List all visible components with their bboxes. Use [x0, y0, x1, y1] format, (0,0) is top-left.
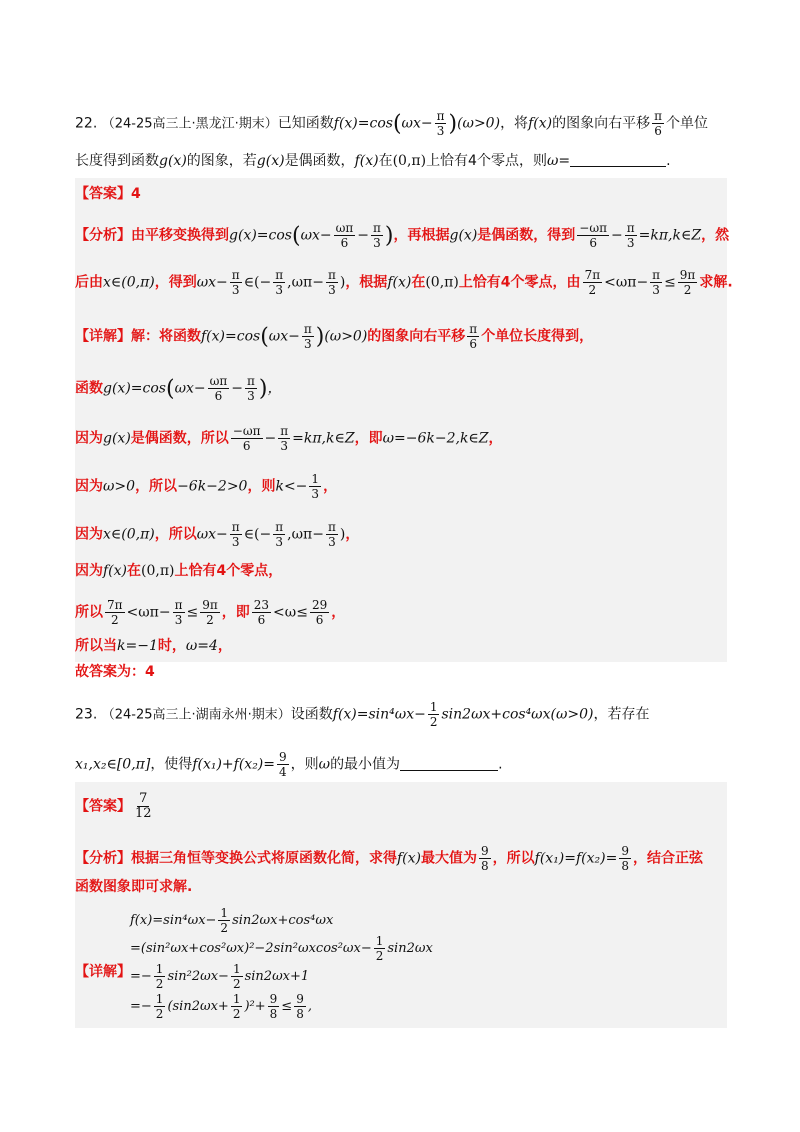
- q22-answer-box: [75, 178, 730, 662]
- q23-answer-value: $\frac{7}{12}$: [135, 791, 152, 821]
- q23-calc-line2: =(sin²ωx+cos²ωx)²−2sin²ωxcos²ωx− $\frac{1}{2}$ sin2ωx: [130, 934, 433, 963]
- q22-text: 的图象，若: [186, 153, 257, 169]
- q23-calc-line1: f(x)=sin⁴ωx− $\frac{1}{2}$ sin2ωx+cos⁴ωx: [130, 906, 334, 935]
- q22-analysis-line1: 【分析】由平移变换得到g(x)=cos(ωx− $\frac{\omega\pi}{6}$ − $\frac{\pi}{3}$ )，再根据g(x)是偶函数，得到 $\frac{-\omega\pi}{6}$ − $\frac{\pi}{3}$ =kπ,k∈Z，然: [75, 221, 730, 250]
- q22-condition: (ω>0): [457, 115, 501, 132]
- q23-answer: 【答案】 $\frac{7}{12}$: [75, 791, 152, 821]
- q22-answer: 【答案】4: [75, 186, 141, 202]
- q22-text: 已知函数: [277, 115, 334, 132]
- q22-detail-line3: 因为g(x)是偶函数，所以 $\frac{-\omega\pi}{6}$ − $\frac{\pi}{3}$ =kπ,k∈Z，即ω=−6k−2,k∈Z，: [75, 424, 503, 453]
- q22-detail-line6: 因为f(x)在(0,π)上恰有4个零点，: [75, 563, 283, 579]
- paren: (: [392, 111, 402, 137]
- q22-detail-line2: 函数g(x)=cos(ωx− $\frac{\omega\pi}{6}$ − $\frac{\pi}{3}$ )，: [75, 374, 282, 403]
- q23-analysis-line2: 函数图象即可求解.: [75, 879, 193, 895]
- q23-line1: 23. （24-25高三上·湖南永州·期末）设函数f(x)=sin⁴ωx− $\frac{1}{2}$ sin2ωx+cos⁴ωx(ω>0)，若存在: [75, 700, 650, 729]
- q22-interval: (0,π): [392, 153, 427, 169]
- q22-detail-line5: 因为x∈(0,π)，所以ωx− $\frac{\pi}{3}$ ∈(− $\frac{\pi}{3}$ ,ωπ− $\frac{\pi}{3}$ )，: [75, 520, 360, 549]
- q22-text: ，将: [500, 115, 529, 132]
- q23-source: （24-25高三上·湖南永州·期末）: [101, 707, 291, 723]
- q22-detail-line7: 所以 $\frac{7\pi}{2}$ <ωπ− $\frac{\pi}{3}$ ≤ $\frac{9\pi}{2}$ ，即 $\frac{23}{6}$ <ω≤ $\frac{29}{6}$ ，: [75, 598, 346, 627]
- q23-answer-blank: [400, 756, 498, 771]
- q22-text: 的图象向右平移: [552, 115, 651, 132]
- q23-detail-label: 【详解】: [75, 964, 131, 980]
- q22-fx: f(x): [528, 115, 553, 132]
- q22-text: 个单位: [665, 115, 708, 132]
- q22-answer-blank: [570, 152, 666, 167]
- q22-gx: g(x): [256, 153, 285, 169]
- fraction-pi-6: $\frac{\pi}{6}$: [654, 109, 662, 138]
- q22-formula: ωx−: [401, 115, 433, 132]
- q22-gx: g(x): [159, 153, 187, 169]
- q22-text: 上恰有4个零点，则: [426, 153, 547, 169]
- q22-detail-line4: 因为ω>0，所以−6k−2>0，则k<− $\frac{1}{3}$ ，: [75, 472, 338, 501]
- q22-text: 长度得到函数: [75, 153, 159, 169]
- fraction-pi-3: $\frac{\pi}{3}$: [436, 109, 445, 138]
- q22-text: 是偶函数，: [284, 153, 355, 169]
- q23-calc-line3: =− $\frac{1}{2}$ sin²2ωx− $\frac{1}{2}$ sin2ωx+1: [130, 962, 310, 991]
- q23-calc-line4: =− $\frac{1}{2}$ (sin2ωx+ $\frac{1}{2}$ )²+ $\frac{9}{8}$ ≤ $\frac{9}{8}$ ,: [130, 992, 312, 1021]
- q22-final-answer: 故答案为：4: [75, 664, 155, 680]
- q22-analysis-line2: 后由x∈(0,π)，得到ωx− $\frac{\pi}{3}$ ∈(− $\frac{\pi}{3}$ ,ωπ− $\frac{\pi}{3}$ )，根据f(x)在(0,π)上恰有4个零点，由 $\frac{7\pi}{2}$ <ωπ− $\frac{\pi}{3}$ ≤ $\frac{9\pi}{2}$ 求解.: [75, 268, 733, 297]
- paren: ): [448, 111, 458, 137]
- q22-end: .: [666, 153, 671, 169]
- q22-text: 在: [378, 153, 393, 169]
- q23-number: 23.: [75, 706, 98, 723]
- q23-analysis-line1: 【分析】根据三角恒等变换公式将原函数化简，求得f(x)最大值为 $\frac{9}{8}$ ，所以f(x₁)=f(x₂)= $\frac{9}{8}$ ，结合正弦: [75, 844, 703, 873]
- q22-detail-line8: 所以当k=−1时，ω=4，: [75, 638, 232, 654]
- q22-detail-line1: 【详解】解：将函数f(x)=cos(ωx− $\frac{\pi}{3}$ )(ω>0)的图象向右平移 $\frac{\pi}{6}$ 个单位长度得到，: [75, 322, 594, 351]
- q22-fx: f(x): [354, 153, 379, 169]
- q22-number: 22.: [75, 115, 98, 132]
- q22-line1: [75, 109, 708, 138]
- q22-source: （24-25高三上·黑龙江·期末）: [101, 116, 278, 132]
- q22-formula: f(x)=cos: [333, 115, 393, 132]
- q22-line2: [75, 151, 671, 171]
- q23-line2: x₁,x₂∈[0,π]，使得f(x₁)+f(x₂)= $\frac{9}{4}$ ，则ω的最小值为 .: [75, 750, 503, 779]
- q22-omega: ω=: [546, 153, 571, 169]
